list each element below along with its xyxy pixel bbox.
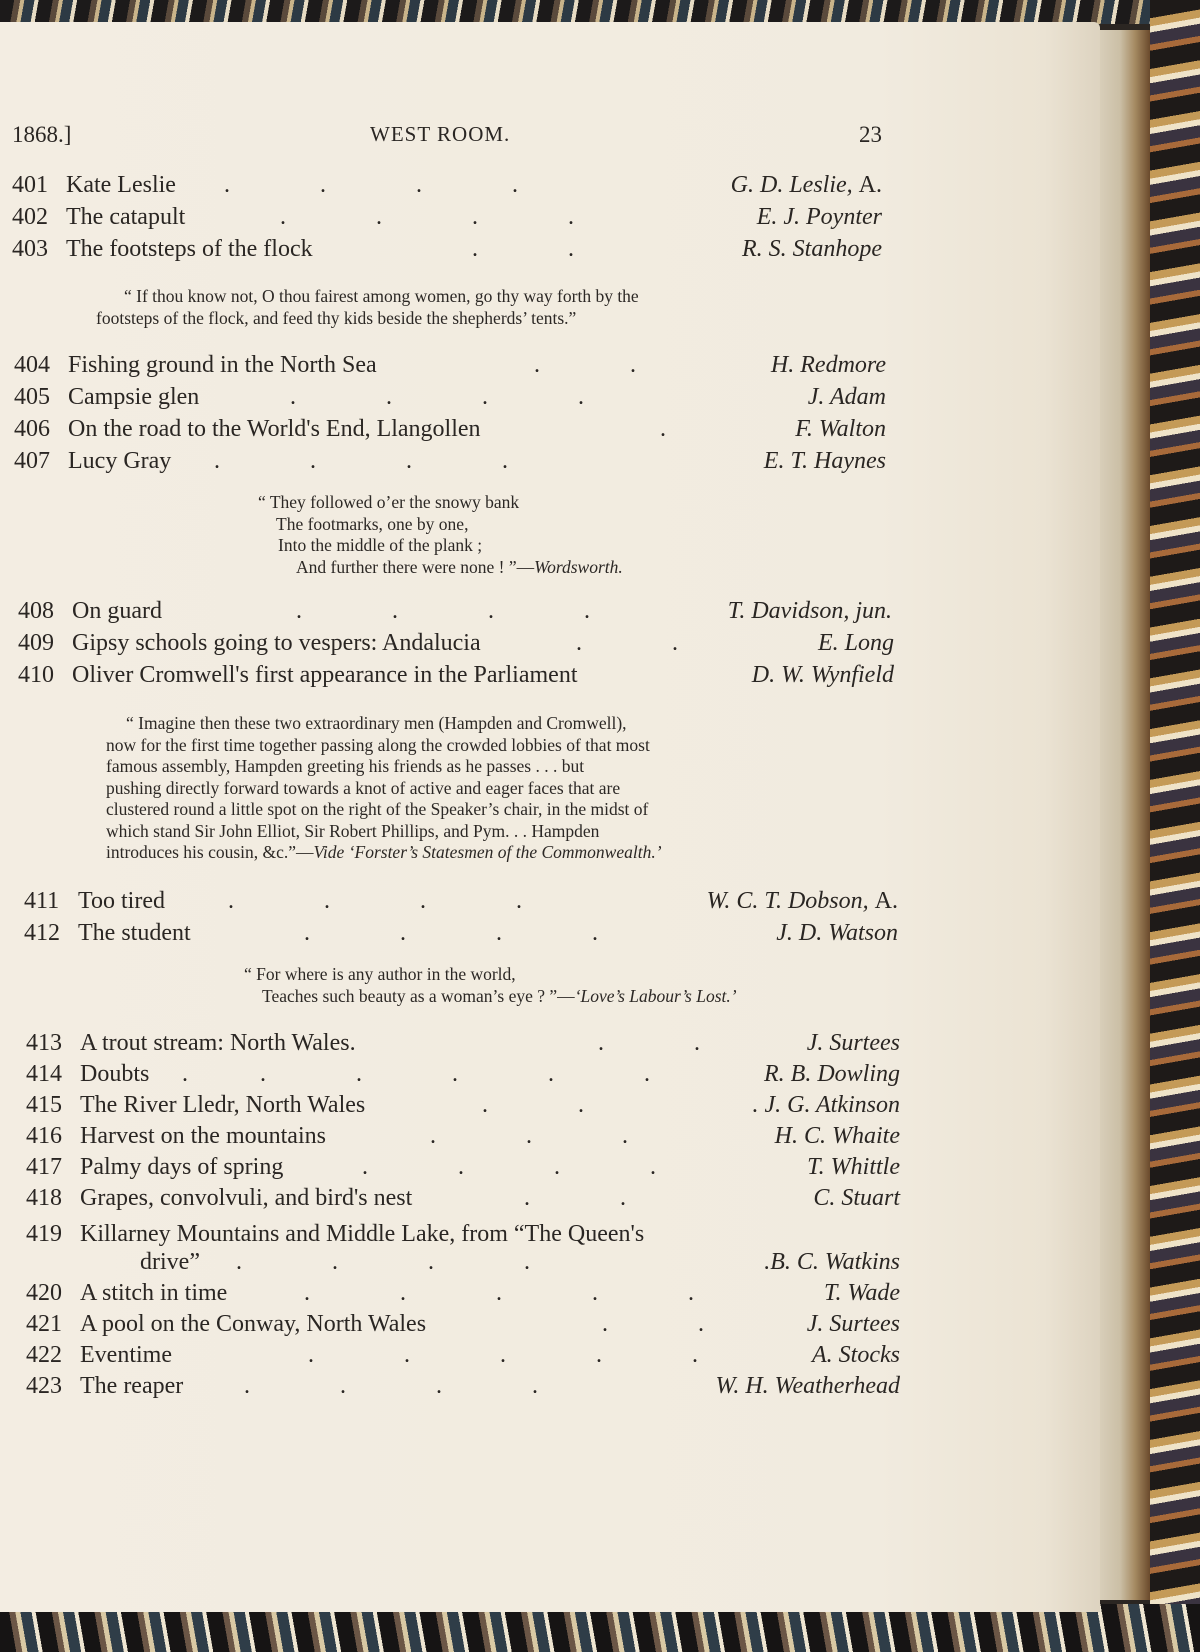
quote-407-source: Wordsworth. bbox=[534, 556, 623, 577]
entry-title: Campsie glen bbox=[68, 384, 200, 410]
entry-number: 420 bbox=[26, 1280, 62, 1306]
leader-dots: . . . . bbox=[236, 1249, 530, 1275]
entry-title: Too tired bbox=[78, 888, 165, 914]
entry-artist: E. J. Poynter bbox=[756, 204, 882, 230]
catalogue-entry bbox=[26, 1311, 900, 1341]
entry-number: 411 bbox=[24, 888, 60, 914]
entry-artist: H. C. Whaite bbox=[774, 1123, 900, 1149]
leader-dots: . . . bbox=[430, 1123, 628, 1149]
marbled-edge-right bbox=[1150, 0, 1200, 1652]
entry-number: 417 bbox=[26, 1154, 62, 1180]
entry-number: 412 bbox=[24, 920, 60, 946]
page-fore-edge bbox=[1100, 30, 1150, 1600]
entry-title: The student bbox=[78, 920, 191, 946]
quote-410: “ Imagine then these two extraordinary men (Hampden and Cromwell), now for the first time together passing along the crowded lobbies of that most famous assembly, Hampden greeting his friends as he passes . . . but pushing directly forward towards a knot of active and eager faces that are clustered round a little spot on the right of the Speaker’s chair, in the midst of which stand Sir John Elliot, Sir Robert Phillips, and Pym. . . Hampden introduces his cousin, &c.”—Vide ‘Forster’s Statesmen of the Commonwealth.’ bbox=[106, 713, 662, 862]
entry-title: Gipsy schools going to vespers: Andalucia bbox=[72, 630, 481, 656]
entry-artist: R. B. Dowling bbox=[764, 1061, 900, 1087]
entry-artist: W. C. T. Dobson, A. bbox=[706, 888, 898, 914]
entry-artist: J. D. Watson bbox=[776, 920, 898, 946]
entry-title: Killarney Mountains and Middle Lake, from “The Queen's bbox=[80, 1221, 645, 1247]
entry-title: On guard bbox=[72, 598, 162, 624]
header-year: 1868.] bbox=[12, 122, 72, 147]
entry-title: On the road to the World's End, Llangollen bbox=[68, 416, 481, 442]
entry-artist: H. Redmore bbox=[770, 352, 886, 378]
entry-number: 402 bbox=[12, 204, 48, 230]
leader-dots: . . . . bbox=[280, 204, 574, 230]
leader-dots: . . . . bbox=[214, 448, 508, 474]
catalogue-entry bbox=[26, 1373, 900, 1403]
entry-number: 403 bbox=[12, 236, 48, 262]
entry-number: 408 bbox=[18, 598, 54, 624]
entry-artist: J. Adam bbox=[807, 384, 886, 410]
entry-title: Oliver Cromwell's first appearance in the Parliament bbox=[72, 662, 578, 688]
entry-title-continued: drive” bbox=[140, 1249, 200, 1275]
entry-number: 418 bbox=[26, 1185, 62, 1211]
leader-dots: . . bbox=[598, 1030, 700, 1056]
entry-title: A stitch in time bbox=[80, 1280, 228, 1306]
entry-artist: J. Surtees bbox=[806, 1311, 900, 1337]
catalogue-entry bbox=[26, 1342, 900, 1372]
entry-number: 409 bbox=[18, 630, 54, 656]
catalogue-entry bbox=[14, 384, 886, 414]
leader-dots: . . . . bbox=[228, 888, 522, 914]
entry-artist: E. Long bbox=[817, 630, 894, 656]
catalogue-entry bbox=[26, 1280, 900, 1310]
entry-number: 422 bbox=[26, 1342, 62, 1368]
entry-title: Lucy Gray bbox=[68, 448, 172, 474]
entry-number: 415 bbox=[26, 1092, 62, 1118]
entry-title: Eventime bbox=[80, 1342, 172, 1368]
marbled-edge-top bbox=[0, 0, 1200, 24]
entry-title: The reaper bbox=[80, 1373, 184, 1399]
entry-number: 423 bbox=[26, 1373, 62, 1399]
catalogue-entry bbox=[26, 1185, 900, 1215]
entry-title: Kate Leslie bbox=[66, 172, 176, 198]
catalogue-entry bbox=[14, 352, 886, 382]
leader-dots: . . bbox=[524, 1185, 626, 1211]
leader-dots: . . bbox=[482, 1092, 584, 1118]
entry-title: The River Lledr, North Wales bbox=[80, 1092, 366, 1118]
entry-artist: T. Wade bbox=[823, 1280, 900, 1306]
entry-number: 405 bbox=[14, 384, 50, 410]
entry-title: The catapult bbox=[66, 204, 186, 230]
catalogue-entry bbox=[26, 1221, 900, 1283]
catalogue-entry bbox=[18, 662, 894, 692]
quote-412: “ For where is any author in the world, Teaches such beauty as a woman’s eye ? ”—‘Love’s Labour’s Lost.’ bbox=[244, 964, 737, 1006]
catalogue-entry bbox=[12, 236, 882, 266]
leader-dots: . . . . bbox=[296, 598, 590, 624]
catalogue-entry bbox=[26, 1154, 900, 1184]
entry-artist: D. W. Wynfield bbox=[751, 662, 894, 688]
leader-dots: . . . . . bbox=[304, 1280, 694, 1306]
entry-number: 419 bbox=[26, 1221, 62, 1247]
catalogue-entry bbox=[18, 630, 894, 660]
catalogue-entry bbox=[18, 598, 892, 628]
entry-artist: G. D. Leslie, A. bbox=[730, 172, 882, 198]
entry-artist: T. Davidson, jun. bbox=[727, 598, 892, 624]
entry-number: 414 bbox=[26, 1061, 62, 1087]
quote-410-source: Vide ‘Forster’s Statesmen of the Commonwealth.’ bbox=[313, 842, 662, 862]
entry-title: Grapes, convolvuli, and bird's nest bbox=[80, 1185, 413, 1211]
leader-dots: . bbox=[660, 416, 666, 442]
entry-artist: T. Whittle bbox=[807, 1154, 900, 1180]
catalogue-entry bbox=[24, 920, 898, 950]
entry-number: 421 bbox=[26, 1311, 62, 1337]
entry-artist: A. Stocks bbox=[812, 1342, 900, 1368]
entry-artist: F. Walton bbox=[795, 416, 886, 442]
catalogue-entry bbox=[26, 1030, 900, 1060]
leader-dots: . . . . bbox=[244, 1373, 538, 1399]
entry-number: 413 bbox=[26, 1030, 62, 1056]
catalogue-entry bbox=[24, 888, 898, 918]
entry-number: 407 bbox=[14, 448, 50, 474]
catalogue-entry bbox=[12, 172, 882, 202]
entry-number: 406 bbox=[14, 416, 50, 442]
entry-number: 401 bbox=[12, 172, 48, 198]
quote-412-source: ‘Love’s Labour’s Lost.’ bbox=[574, 985, 737, 1006]
entry-number: 416 bbox=[26, 1123, 62, 1149]
catalogue-entry bbox=[12, 204, 882, 234]
leader-dots: . . . . bbox=[362, 1154, 656, 1180]
entry-artist: C. Stuart bbox=[813, 1185, 900, 1211]
leader-dots: . . bbox=[602, 1311, 704, 1337]
running-header bbox=[10, 122, 882, 156]
leader-dots: . . . . . . bbox=[182, 1061, 650, 1087]
leader-dots: . . . . bbox=[290, 384, 584, 410]
quote-403: “ If thou know not, O thou fairest among women, go thy way forth by the footsteps of the flock, and feed thy kids beside the shepherds’ tents.” bbox=[96, 286, 639, 328]
leader-dots: . . bbox=[472, 236, 574, 262]
entry-artist: W. H. Weatherhead bbox=[715, 1373, 900, 1399]
entry-artist: J. Surtees bbox=[806, 1030, 900, 1056]
catalogue-entry bbox=[26, 1123, 900, 1153]
leader-dots: . . bbox=[576, 630, 678, 656]
entry-artist: R. S. Stanhope bbox=[742, 236, 882, 262]
entry-artist: . J. G. Atkinson bbox=[752, 1092, 900, 1118]
catalogue-entry bbox=[26, 1092, 900, 1122]
entry-title: Palmy days of spring bbox=[80, 1154, 284, 1180]
entry-number: 410 bbox=[18, 662, 54, 688]
leader-dots: . . . . bbox=[304, 920, 598, 946]
catalogue-entry bbox=[14, 416, 886, 446]
entry-title: Harvest on the mountains bbox=[80, 1123, 326, 1149]
entry-title: A pool on the Conway, North Wales bbox=[80, 1311, 427, 1337]
entry-number: 404 bbox=[14, 352, 50, 378]
catalogue-entry bbox=[26, 1061, 900, 1091]
entry-title: The footsteps of the flock bbox=[66, 236, 313, 262]
entry-artist: E. T. Haynes bbox=[763, 448, 886, 474]
entry-title: Doubts bbox=[80, 1061, 150, 1087]
entry-title: A trout stream: North Wales. bbox=[80, 1030, 356, 1056]
header-room-title: WEST ROOM. bbox=[370, 122, 511, 146]
leader-dots: . . . . bbox=[224, 172, 518, 198]
quote-407: “ They followed o’er the snowy bank The footmarks, one by one, Into the middle of the plank ; And further there were none ! ”—Wordsworth. bbox=[258, 492, 623, 577]
entry-title: Fishing ground in the North Sea bbox=[68, 352, 377, 378]
page-number: 23 bbox=[859, 122, 882, 147]
entry-artist: .B. C. Watkins bbox=[764, 1249, 900, 1275]
catalogue-entry bbox=[14, 448, 886, 478]
leader-dots: . . bbox=[534, 352, 636, 378]
leader-dots: . . . . . bbox=[308, 1342, 698, 1368]
